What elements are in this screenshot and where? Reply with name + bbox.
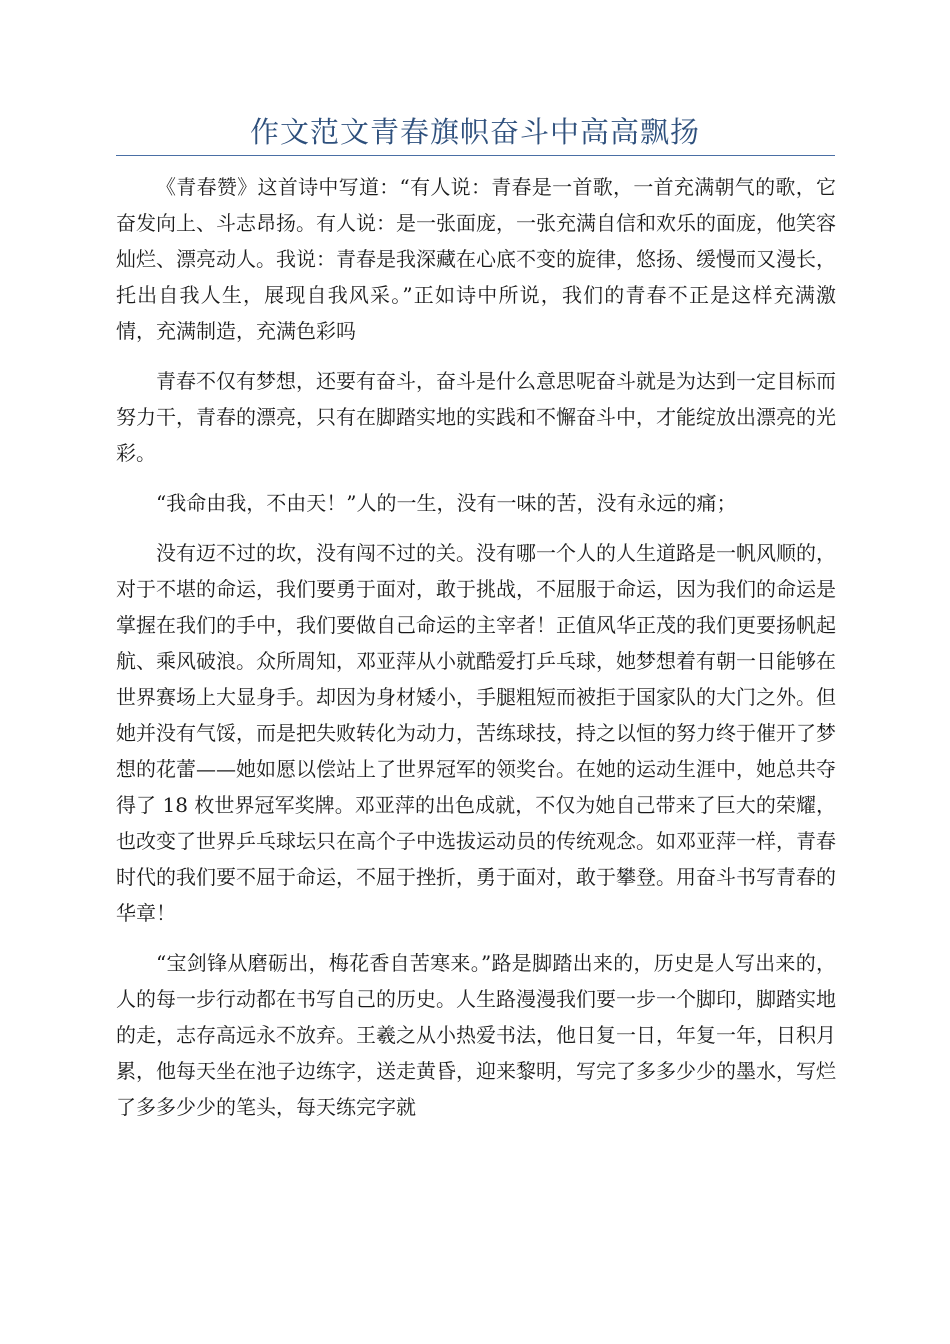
title-underline xyxy=(116,155,835,156)
paragraph-5: “宝剑锋从磨砺出，梅花香自苦寒来。”路是脚踏出来的，历史是人写出来的，人的每一步行动都在书写自己的历史。人生路漫漫我们要一步一个脚印，脚踏实地的走，志存高远永不放弃。王羲之从小热爱书法，他日复一日，年复一年，日积月累，他每天坐在池子边练字，送走黄昏，迎来黎明，写完了多多少少的墨水，写烂了多多少少的笔头，每天练完字就 xyxy=(116,951,836,1119)
document-body xyxy=(116,169,836,1139)
paragraph-2: 青春不仅有梦想，还要有奋斗，奋斗是什么意思呢奋斗就是为达到一定目标而努力干，青春的漂亮，只有在脚踏实地的实践和不懈奋斗中，才能绽放出漂亮的光彩。 xyxy=(116,369,836,465)
paragraph-3: “我命由我，不由天！”人的一生，没有一味的苦，没有永远的痛； xyxy=(156,491,737,515)
paragraph-1: 《青春赞》这首诗中写道：“有人说：青春是一首歌，一首充满朝气的歌，它奋发向上、斗志昂扬。有人说：是一张面庞，一张充满自信和欢乐的面庞，他笑容灿烂、漂亮动人。我说：青春是我深藏在心底不变的旋律，悠扬、缓慢而又漫长，托出自我人生，展现自我风采。”正如诗中所说，我们的青春不正是这样充满激情，充满制造，充满色彩吗 xyxy=(116,175,836,343)
document-title: 作文范文青春旗帜奋斗中高高飘扬 xyxy=(249,115,700,149)
paragraph-4: 没有迈不过的坎，没有闯不过的关。没有哪一个人的人生道路是一帆风顺的，对于不堪的命运，我们要勇于面对，敢于挑战，不屈服于命运，因为我们的命运是掌握在我们的手中，我们要做自己命运的主宰者！正值风华正茂的我们更要扬帆起航、乘风破浪。众所周知，邓亚萍从小就酷爱打乒乓球，她梦想着有朝一日能够在世界赛场上大显身手。却因为身材矮小，手腿粗短而被拒于国家队的大门之外。但她并没有气馁，而是把失败转化为动力，苦练球技，持之以恒的努力终于催开了梦想的花蕾——她如愿以偿站上了世界冠军的领奖台。在她的运动生涯中，她总共夺得了 18 枚世界冠军奖牌。邓亚萍的出色成就，不仅为她自己带来了巨大的荣耀，也改变了世界乒乓球坛只在高个子中选拔运动员的传统观念。如邓亚萍一样，青春时代的我们要不屈于命运，不屈于挫折，勇于面对，敢于攀登。用奋斗书写青春的华章！ xyxy=(116,541,836,925)
